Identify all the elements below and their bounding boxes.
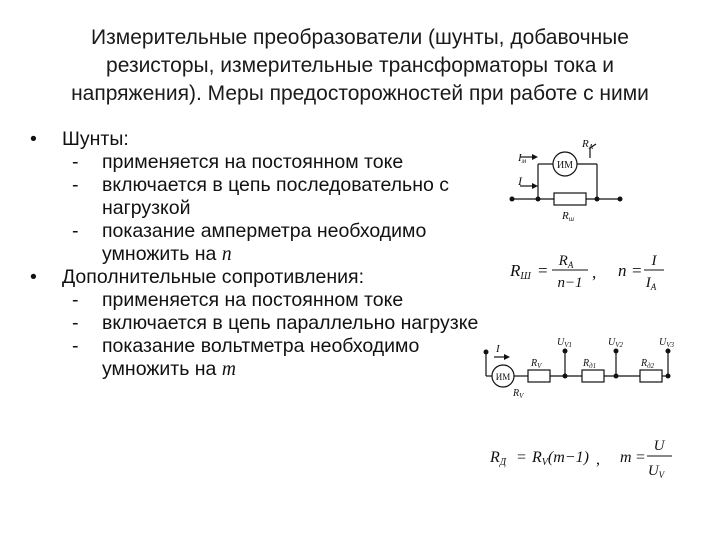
formula-sep-2: , xyxy=(596,451,600,468)
bullet-marker: • xyxy=(30,266,37,288)
adder-formula xyxy=(489,438,672,480)
formula-rsh: RШ xyxy=(510,261,531,282)
formula-sep: , xyxy=(592,263,597,282)
adder-circuit xyxy=(486,351,668,387)
formula-eq: = xyxy=(538,261,548,280)
shunt-circuit xyxy=(512,144,620,205)
shunt-im-label: Iм xyxy=(518,152,527,165)
sub-item-text: включается в цепь параллельно нагрузке xyxy=(102,312,479,334)
sub-item-text: применяется на постоянном токе xyxy=(102,289,404,311)
formula-num: $R_A$ xyxy=(558,253,574,270)
formula-eq-3: = xyxy=(517,449,527,466)
formula-u-num: U xyxy=(653,438,665,454)
shunt-i-label: I xyxy=(518,174,522,188)
shunt-formula xyxy=(509,253,664,292)
formula-n: n xyxy=(618,261,627,280)
adder-i-label: I xyxy=(496,343,500,355)
dash-marker: - xyxy=(72,289,79,311)
title-line-2: резисторы, измерительные трансформаторы тока и xyxy=(106,54,614,77)
dash-marker: - xyxy=(72,151,79,173)
title-line-1: Измерительные преобразователи (шунты, добавочные xyxy=(91,26,629,49)
adder-rv-label-2: $R_V$ xyxy=(513,388,524,400)
adder-uv1-label: $U_{V1}$ xyxy=(557,337,573,349)
dash-marker: - xyxy=(72,312,79,334)
shunt-meter-label: ИМ xyxy=(556,160,574,171)
adder-rv-label: $R_V$ xyxy=(531,358,542,370)
sub-item-text: применяется на постоянном токе xyxy=(102,151,404,173)
adder-uv2-label: $U_{V2}$ xyxy=(608,337,624,349)
title-line-3: напряжения). Меры предосторожностей при работе с ними xyxy=(71,82,649,105)
adder-meter-label: ИМ xyxy=(495,372,511,382)
adder-rd1-label: $R_{д1}$ xyxy=(583,358,597,370)
shunt-ra-label: RA xyxy=(582,138,594,151)
dash-marker: - xyxy=(72,174,79,196)
sub-item-text: показание амперметра необходимо умножить на xyxy=(102,220,427,265)
dash-marker: - xyxy=(72,220,79,242)
bullet-heading-shunts: Шунты: xyxy=(62,128,129,150)
sub-item-text: показание вольтметра необходимо умножить на xyxy=(102,335,420,380)
formula-eq-2: = xyxy=(632,261,642,280)
formula-den: n−1 xyxy=(557,275,583,291)
formula-m: m xyxy=(620,449,632,466)
sub-item-text: включается в цепь последовательно с нагрузкой xyxy=(102,174,449,219)
formula-rnum: I xyxy=(651,253,657,269)
formula-rv-term: RV(m−1) xyxy=(532,449,589,468)
formula-rden: $I_A$ xyxy=(645,275,657,292)
shunt-rsh-label: Rш xyxy=(562,210,575,223)
multiplier-m: m xyxy=(221,359,236,380)
adder-uv3-label: $U_{V3}$ xyxy=(659,337,675,349)
formula-eq-4: = xyxy=(636,449,646,466)
multiplier-n: n xyxy=(221,244,232,265)
bullet-marker: • xyxy=(30,128,37,150)
dash-marker: - xyxy=(72,335,79,357)
bullet-heading-additional: Дополнительные сопротивления: xyxy=(62,266,365,288)
formula-rd: RД xyxy=(490,449,507,468)
formula-u-den: $U_V$ xyxy=(647,463,665,480)
adder-rd2-label: $R_{д2}$ xyxy=(641,358,655,370)
